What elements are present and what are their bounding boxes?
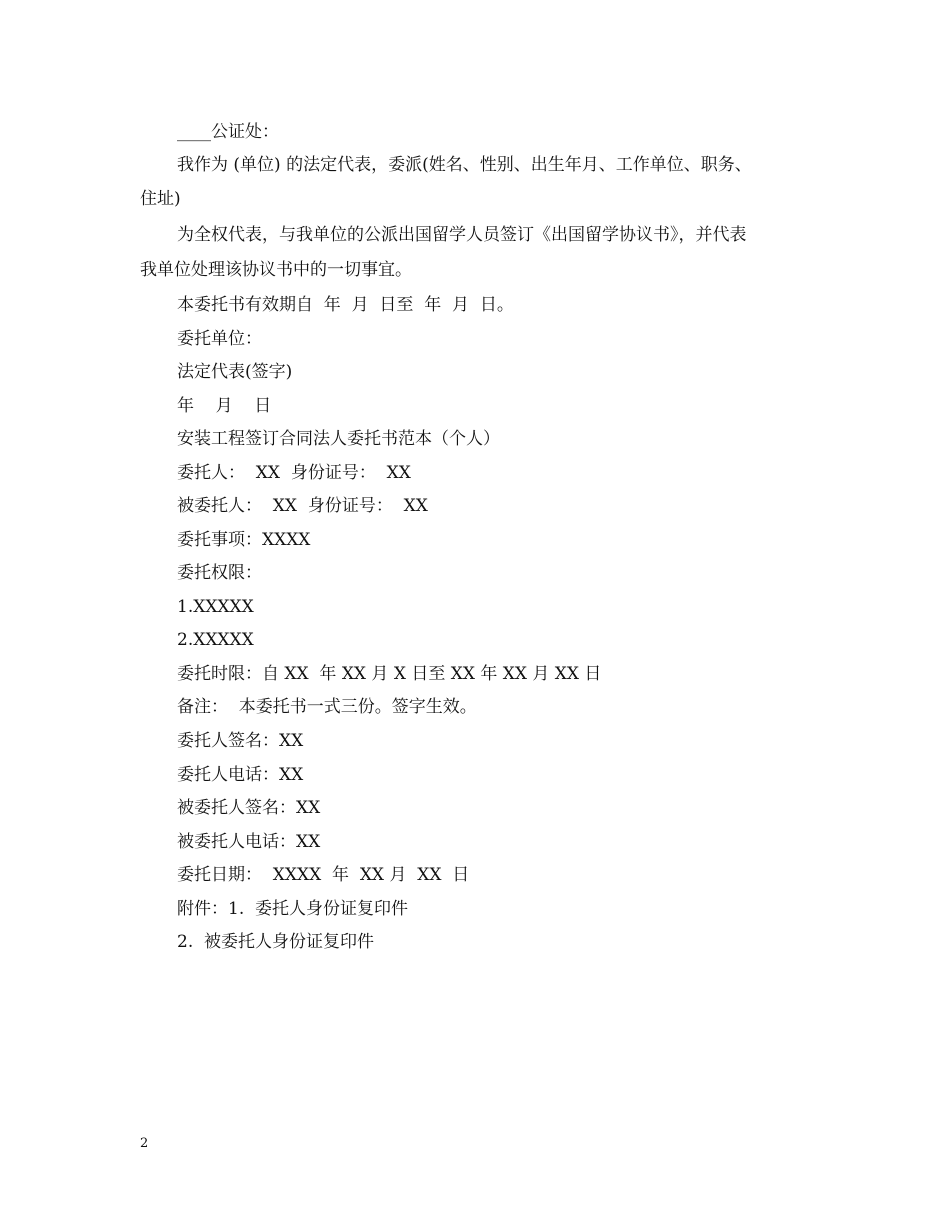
authority-item: 1.XXXXX (177, 597, 254, 617)
agent-signature-line: 被委托人签名：XX (177, 798, 321, 818)
attachment-line: 附件：1. 委托人身份证复印件 (177, 899, 409, 919)
principal-line: 委托人： XX 身份证号： XX (177, 463, 411, 483)
body-line: 住址) (140, 189, 181, 209)
validity-period-line: 本委托书有效期自 年 月 日至 年 月 日。 (177, 295, 514, 315)
entrust-date-line: 委托日期： XXXX 年 XX 月 XX 日 (177, 865, 470, 885)
section-title: 安装工程签订合同法人委托书范本（个人） (177, 429, 500, 449)
body-line: 我单位处理该协议书中的一切事宜。 (140, 260, 412, 280)
principal-phone-line: 委托人电话：XX (177, 765, 304, 785)
authority-item: 2.XXXXX (177, 630, 254, 650)
page-number: 2 (140, 1136, 149, 1151)
principal-signature-line: 委托人签名：XX (177, 731, 304, 751)
entrusted-matter-line: 委托事项：XXXX (177, 530, 311, 550)
date-line: 年 月 日 (177, 396, 272, 416)
agent-phone-line: 被委托人电话：XX (177, 832, 321, 852)
entrusting-unit-label: 委托单位： (177, 329, 262, 349)
term-line: 委托时限：自 XX 年 XX 月 X 日至 XX 年 XX 月 XX 日 (177, 664, 602, 684)
notary-office-salutation: ____公证处： (177, 122, 279, 142)
agent-line: 被委托人： XX 身份证号： XX (177, 496, 428, 516)
body-line: 我作为 (单位) 的法定代表，委派(姓名、性别、出生年月、工作单位、职务、 (177, 155, 752, 175)
body-line: 为全权代表，与我单位的公派出国留学人员签订《出国留学协议书》，并代表 (177, 225, 747, 245)
authority-label: 委托权限： (177, 563, 262, 583)
legal-rep-signature-label: 法定代表(签字) (177, 362, 293, 382)
attachment-line: 2. 被委托人身份证复印件 (177, 932, 375, 952)
remarks-line: 备注： 本委托书一式三份。签字生效。 (177, 697, 477, 717)
